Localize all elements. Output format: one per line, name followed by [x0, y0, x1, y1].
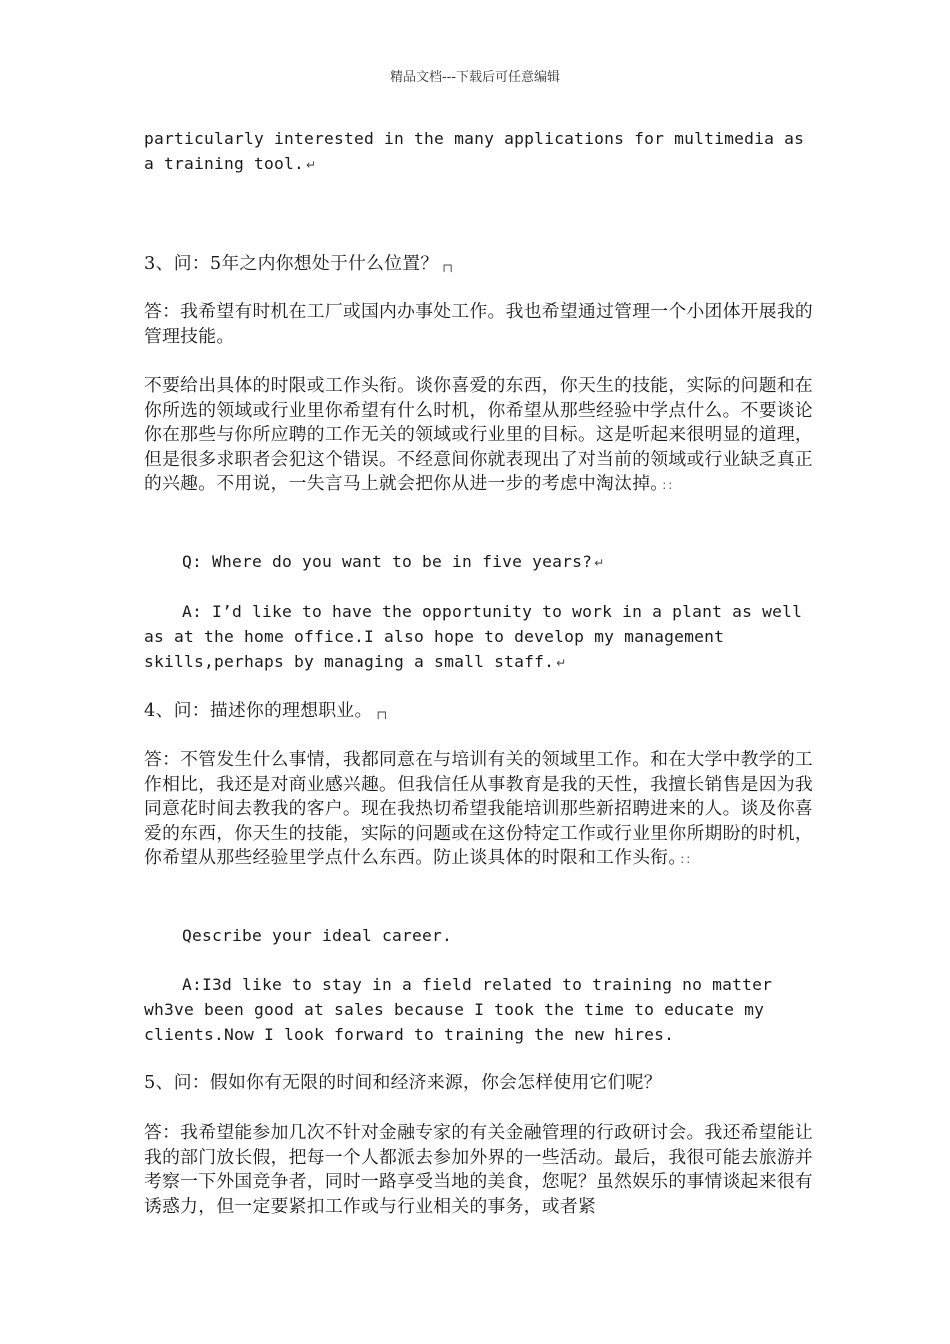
answer-3-en: A: I’d like to have the opportunity to work in a plant as well as at the home office.I also hope to develop my management skills,perhaps by managing a small staff. ↵: [144, 602, 803, 671]
paragraph-1: particularly interested in the many applications for multimedia as a training tool. ↵: [144, 129, 805, 173]
question-4-en: Qescribe your ideal career.: [182, 926, 453, 945]
answer-5-cn: 答：我希望能参加几次不针对金融专家的有关金融管理的行政研讨会。我还希望能让我的部门放长假，把每一个人都派去参加外界的一些活动。最后，我很可能去旅游并考察一下外国竞争者，同时一路享受当地的美食，您呢？虽然娱乐的事情谈起来很有诱惑力，但一定要紧扣工作或与行业相关的事务，或者紧: [144, 1122, 814, 1217]
question-4: 4、问：描述你的理想职业。 ┌┐: [144, 700, 390, 721]
page-header: 精品文档---下载后可任意编辑: [389, 70, 561, 85]
bracket-mark-icon: ┌┐: [374, 705, 390, 719]
answer-4-en: A:I3d like to stay in a field related to training no matter wh3ve been good at sales because I took the time to educate my clients.Now I look forward to training the new hires.: [144, 975, 773, 1044]
answer-3-cn: 答：我希望有时机在工厂或国内办事处工作。我也希望通过管理一个小团体开展我的管理技能。: [144, 301, 814, 347]
question-3: 3、问：5年之内你想处于什么位置？ ┌┐: [144, 253, 455, 274]
question-5: 5、问：假如你有无限的时间和经济来源，你会怎样使用它们呢？: [144, 1072, 662, 1093]
bracket-mark-icon: ┌┐: [440, 258, 455, 272]
return-mark-icon: ↵: [594, 556, 605, 570]
advice-3-cn: 不要给出具体的时限或工作头衔。谈你喜爱的东西，你天生的技能，实际的问题和在你所选的领域或行业里你希望有什么时机，你希望从那些经验中学点什么。不要谈论你在那些与你所应聘的工作无关的领域或行业里的目标。这是听起来很明显的道理，但是很多求职者会犯这个错误。不经意间你就表现出了对当前的领域或行业缺乏真正的兴趣。不用说，一失言马上就会把你从进一步的考虑中淘汰掉。 ：：: [144, 375, 814, 494]
question-3-en: Q: Where do you want to be in five years? ↵: [182, 552, 605, 571]
colon-mark-icon: ：：: [679, 852, 698, 866]
return-mark-icon: ↵: [556, 656, 567, 670]
answer-4-cn: 答：不管发生什么事情，我都同意在与培训有关的领域里工作。和在大学中教学的工作相比，我还是对商业感兴趣。但我信任从事教育是我的天性，我擅长销售是因为我同意花时间去教我的客户。现在我热切希望我能培训那些新招聘进来的人。谈及你喜爱的东西，你天生的技能，实际的问题或在这份特定工作或行业里你所期盼的时机，你希望从那些经验里学点什么东西。防止谈具体的时限和工作头衔。 ：：: [144, 749, 814, 868]
colon-mark-icon: ：：: [661, 478, 680, 492]
return-mark-icon: ↵: [306, 158, 317, 172]
